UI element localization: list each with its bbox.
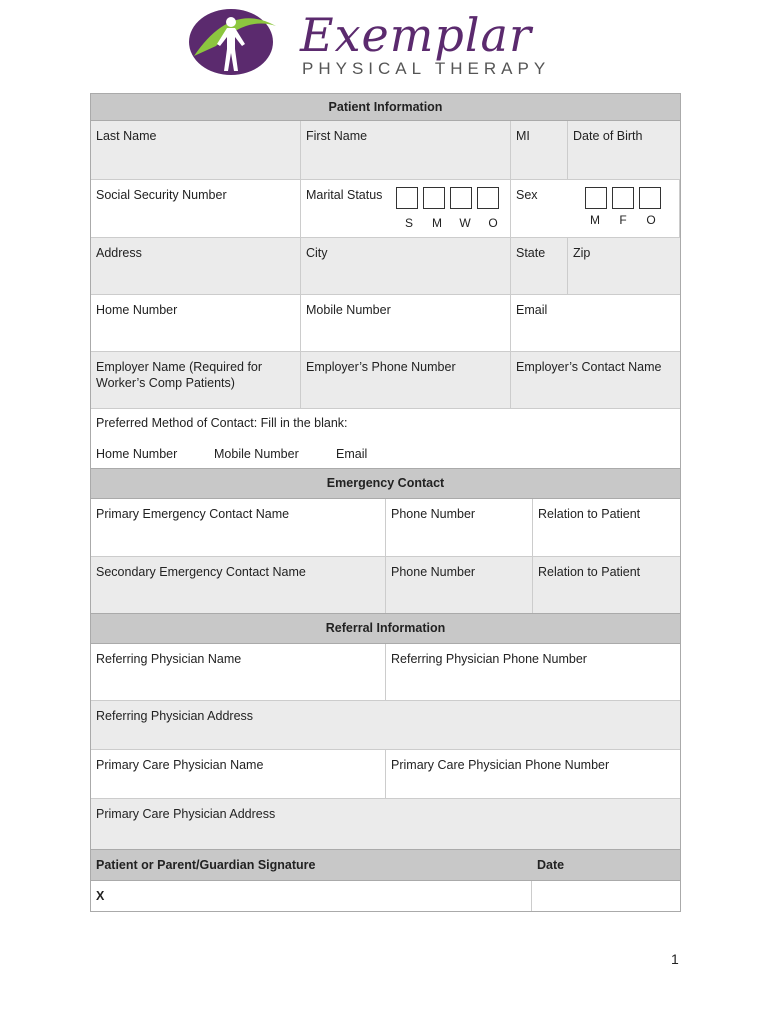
referring-phone-field[interactable]: Referring Physician Phone Number (391, 652, 587, 666)
sex-option-o: O (646, 213, 656, 227)
sex-label: Sex (511, 180, 680, 237)
preferred-mobile-option[interactable]: Mobile Number (214, 447, 299, 461)
date-label: Date (537, 858, 565, 872)
intake-form (90, 93, 681, 912)
sex-option-m: M (590, 213, 600, 227)
logo (186, 6, 586, 78)
dob-field[interactable]: Date of Birth (573, 129, 643, 143)
marital-checkbox-w[interactable] (450, 187, 472, 209)
secondary-emergency-row (91, 557, 680, 614)
pcp-name-field[interactable]: Primary Care Physician Name (91, 750, 386, 798)
email-field[interactable]: Email (516, 303, 548, 317)
employer-row (91, 352, 680, 409)
logo-subtitle: PHYSICAL THERAPY (302, 59, 551, 78)
preferred-email-option[interactable]: Email (336, 447, 368, 461)
date-field[interactable] (532, 881, 680, 911)
secondary-relation-field[interactable]: Relation to Patient (538, 565, 641, 579)
name-row (91, 121, 680, 180)
preferred-contact-label: Preferred Method of Contact: Fill in the blank: (96, 416, 348, 430)
first-name-field[interactable]: First Name (301, 121, 511, 179)
signature-row (91, 881, 680, 911)
marital-option-o: O (488, 216, 498, 230)
sex-option-f: F (619, 213, 627, 227)
secondary-phone-field[interactable]: Phone Number (386, 557, 533, 613)
home-number-field[interactable]: Home Number (91, 295, 301, 351)
phone-row (91, 295, 680, 352)
marital-option-m: M (432, 216, 442, 230)
marital-checkbox-s[interactable] (396, 187, 418, 209)
primary-contact-field[interactable]: Primary Emergency Contact Name (91, 499, 386, 556)
address-field[interactable]: Address (91, 238, 301, 294)
marital-option-labels (395, 216, 507, 230)
zip-field[interactable]: Zip (573, 246, 591, 260)
pcp-row (91, 750, 680, 799)
logo-emblem-icon (186, 6, 286, 78)
preferred-home-option[interactable]: Home Number (96, 447, 178, 461)
sex-checkbox-m[interactable] (585, 187, 607, 209)
sex-checkbox-f[interactable] (612, 187, 634, 209)
marital-option-w: W (459, 216, 471, 230)
signature-label: Patient or Parent/Guardian Signature (96, 858, 316, 872)
marital-checkbox-m[interactable] (423, 187, 445, 209)
logo-name: Exemplar (300, 8, 532, 62)
employer-phone-field[interactable]: Employer’s Phone Number (301, 352, 511, 408)
page-number: 1 (671, 951, 679, 967)
employer-name-field[interactable]: Employer Name (Required for Worker’s Comp Patients) (91, 352, 301, 408)
preferred-contact-row (91, 409, 680, 469)
mi-field[interactable]: MI (511, 121, 568, 179)
state-field[interactable]: State (511, 238, 568, 294)
referring-address-row (91, 701, 680, 750)
marital-status-label: Marital Status (301, 180, 511, 237)
referral-header: Referral Information (91, 614, 680, 644)
employer-contact-field[interactable]: Employer’s Contact Name (516, 360, 662, 374)
referring-address-field[interactable]: Referring Physician Address (96, 709, 254, 723)
sex-checkbox-o[interactable] (639, 187, 661, 209)
signature-header (91, 850, 680, 881)
pcp-address-row (91, 799, 680, 850)
city-field[interactable]: City (301, 238, 511, 294)
ssn-row (91, 180, 680, 238)
referring-physician-row (91, 644, 680, 701)
pcp-phone-field[interactable]: Primary Care Physician Phone Number (391, 758, 610, 772)
pcp-address-field[interactable]: Primary Care Physician Address (96, 807, 276, 821)
marital-option-s: S (404, 216, 413, 230)
ssn-field[interactable]: Social Security Number (91, 180, 301, 237)
secondary-contact-field[interactable]: Secondary Emergency Contact Name (91, 557, 386, 613)
patient-info-header: Patient Information (91, 94, 680, 121)
primary-relation-field[interactable]: Relation to Patient (538, 507, 641, 521)
sex-option-labels (581, 213, 665, 227)
last-name-field[interactable]: Last Name (91, 121, 301, 179)
referring-name-field[interactable]: Referring Physician Name (91, 644, 386, 700)
emergency-header: Emergency Contact (91, 469, 680, 499)
marital-checkboxes (396, 187, 499, 209)
mobile-number-field[interactable]: Mobile Number (301, 295, 511, 351)
primary-phone-field[interactable]: Phone Number (386, 499, 533, 556)
address-row (91, 238, 680, 295)
signature-field[interactable]: X (91, 881, 532, 911)
sex-checkboxes (585, 187, 661, 209)
primary-emergency-row (91, 499, 680, 557)
marital-checkbox-o[interactable] (477, 187, 499, 209)
